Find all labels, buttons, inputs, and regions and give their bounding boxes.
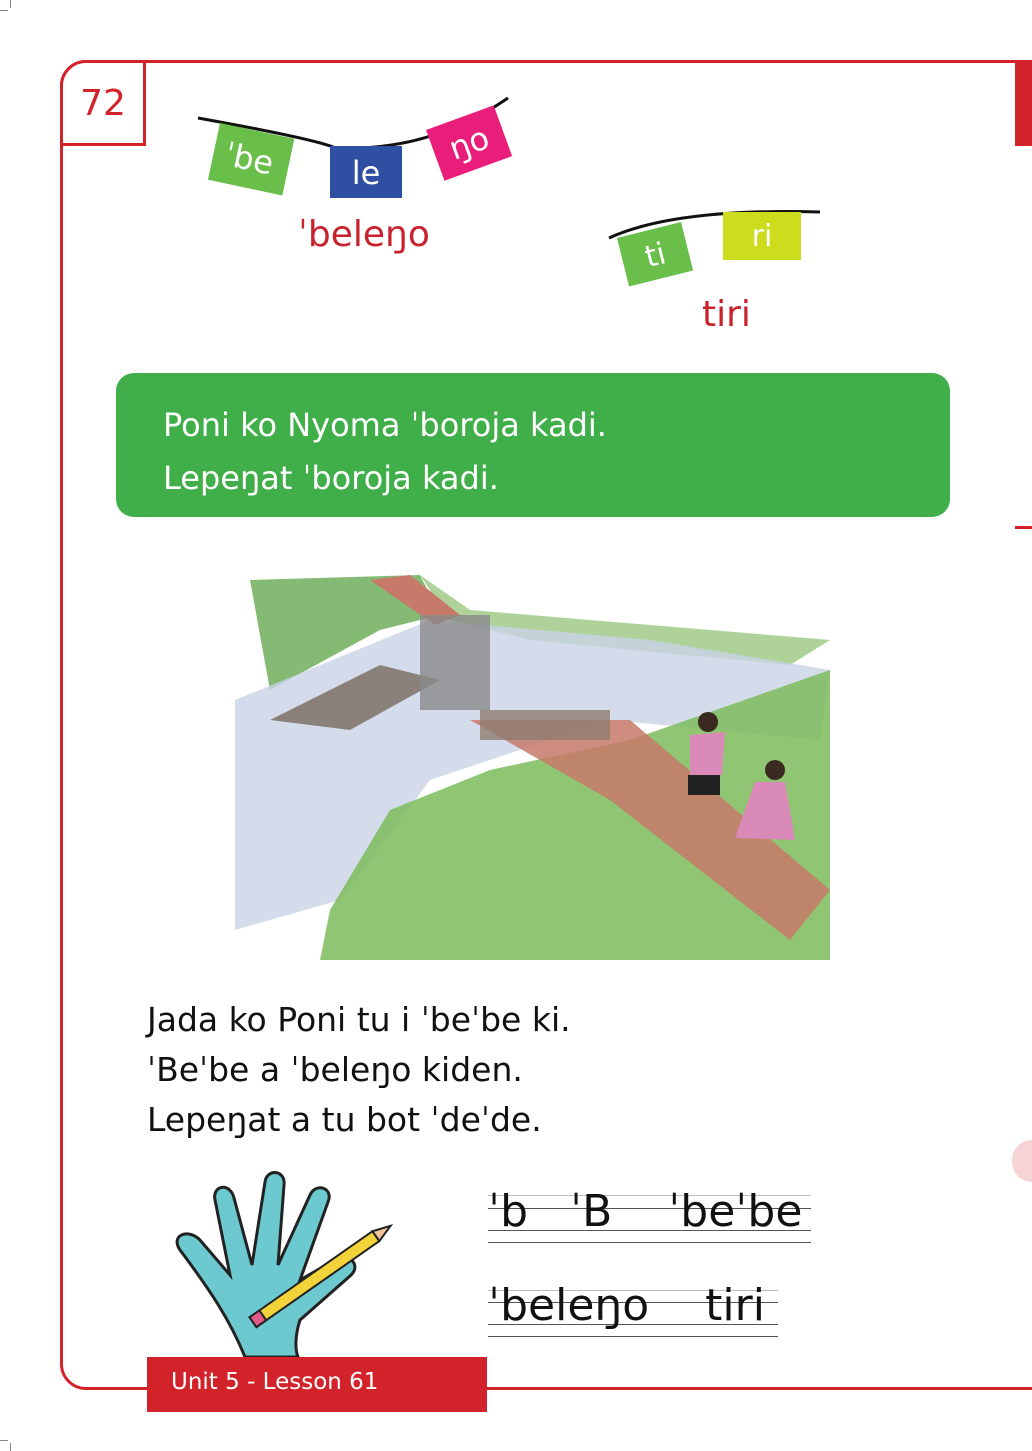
svg-text:ri: ri — [751, 219, 773, 254]
page-number: 72 — [60, 60, 146, 146]
sentence-line: Poni ko Nyoma ˈboroja kadi. — [163, 406, 607, 444]
footer-lesson-label: Unit 5 - Lesson 61 — [147, 1357, 487, 1412]
word-beleno: ˈbeleŋo — [298, 214, 430, 255]
svg-text:ti: ti — [641, 236, 670, 276]
flag-no — [426, 105, 512, 180]
bunting-tiri — [605, 198, 830, 293]
bunting-beleno — [190, 90, 530, 210]
svg-text:ŋo: ŋo — [443, 118, 495, 168]
crop-mark — [10, 1443, 11, 1451]
sentence-box — [116, 373, 950, 517]
edge-tab — [1015, 60, 1032, 146]
writing-practice-row-1: ˈb ˈB ˈbeˈbe — [488, 1186, 803, 1237]
edge-tick — [1015, 526, 1032, 529]
writing-practice-row-2: ˈbeleŋo tiri — [488, 1280, 765, 1331]
hand-writing-icon — [170, 1170, 400, 1360]
crop-mark — [0, 1440, 8, 1441]
story-line: Jada ko Poni tu i ˈbeˈbe ki. — [147, 1000, 571, 1039]
svg-text:le: le — [351, 154, 381, 192]
writing-line — [488, 1336, 778, 1337]
sentence-line: Lepeŋat ˈboroja kadi. — [163, 459, 499, 497]
story-line: ˈBeˈbe a ˈbeleŋo kiden. — [147, 1050, 523, 1089]
word-tiri: tiri — [702, 294, 751, 335]
flag-ri — [723, 212, 801, 260]
story-line: Lepeŋat a tu bot ˈdeˈde. — [147, 1100, 542, 1139]
story-text — [147, 995, 571, 1145]
crop-mark — [10, 0, 11, 8]
writing-line — [488, 1242, 811, 1243]
flag-le — [330, 146, 402, 198]
river-bridge-illustration — [230, 570, 830, 970]
svg-text:ˈbe: ˈbe — [221, 135, 277, 183]
crop-mark — [0, 10, 8, 11]
